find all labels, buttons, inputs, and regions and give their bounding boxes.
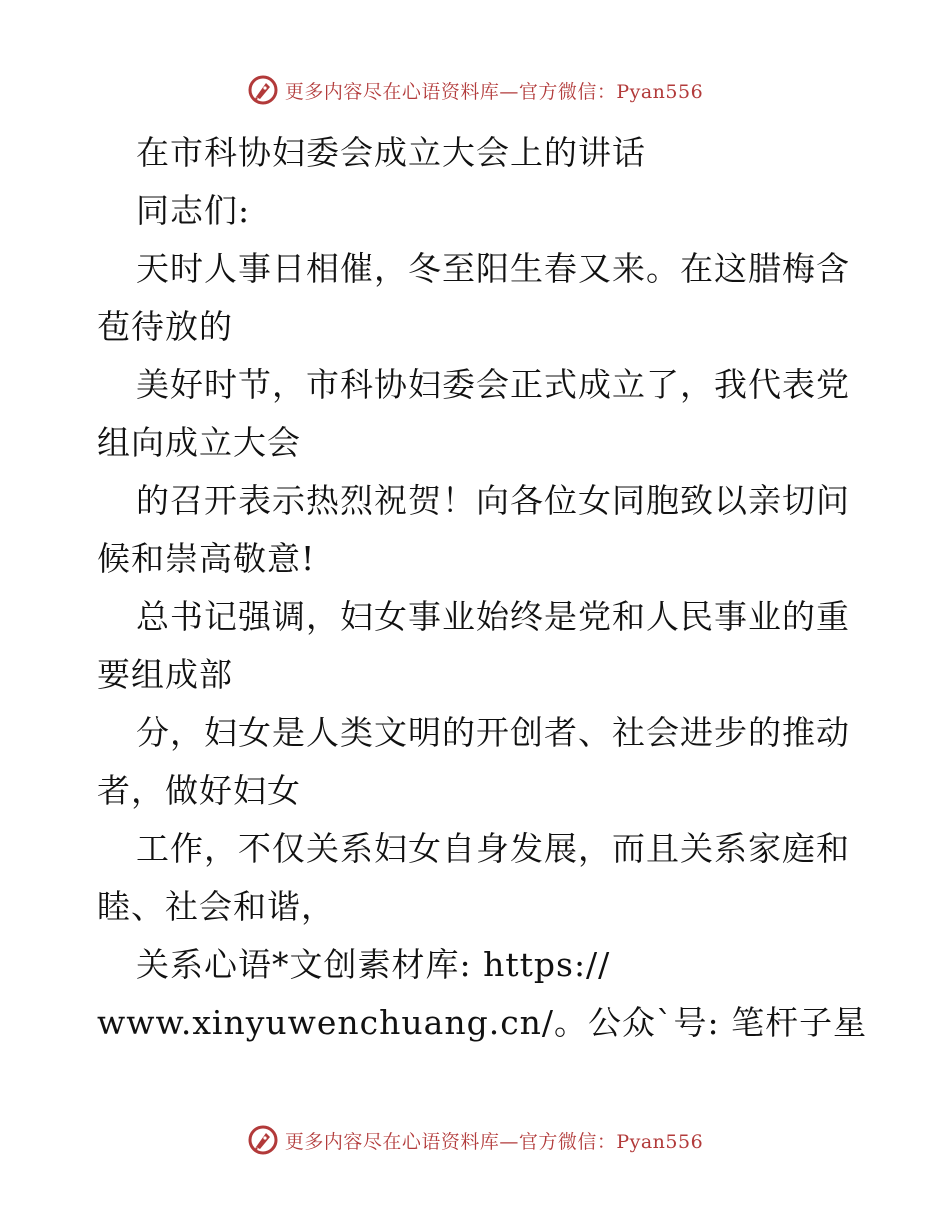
footer-banner — [0, 1120, 950, 1160]
document-line: 美好时节，市科协妇委会正式成立了，我代表党 — [136, 365, 850, 404]
footer-banner-text: 更多内容尽在心语资料库—官方微信：Pyan556 — [284, 1130, 704, 1153]
document-line: 候和崇高敬意! — [97, 539, 316, 578]
document-body — [97, 124, 868, 1052]
document-line: 同志们: — [136, 191, 251, 230]
document-line: 天时人事日相催，冬至阳生春又来。在这腊梅含 — [136, 249, 850, 288]
document-line: 关系心语*文创素材库: https:// — [136, 945, 611, 984]
document-line: 总书记强调，妇女事业始终是党和人民事业的重 — [136, 597, 850, 636]
document-line: 者，做好妇女 — [97, 771, 301, 810]
document-line: 在市科协妇委会成立大会上的讲话 — [136, 133, 646, 172]
document-line: 组向成立大会 — [97, 423, 301, 462]
document-line: 睦、社会和谐， — [97, 887, 335, 926]
pen-nib-logo-icon — [247, 1124, 279, 1156]
pen-nib-logo-icon — [247, 74, 279, 106]
document-line: 分，妇女是人类文明的开创者、社会进步的推动 — [136, 713, 850, 752]
header-banner — [0, 70, 950, 110]
document-line: 要组成部 — [97, 655, 233, 694]
document-line: 的召开表示热烈祝贺！向各位女同胞致以亲切问 — [136, 481, 850, 520]
document-line: www.xinyuwenchuang.cn/。公众`号: 笔杆子星 — [97, 1003, 868, 1042]
header-banner-text: 更多内容尽在心语资料库—官方微信：Pyan556 — [284, 80, 704, 103]
document-line: 苞待放的 — [97, 307, 233, 346]
document-line: 工作，不仅关系妇女自身发展，而且关系家庭和 — [136, 829, 850, 868]
